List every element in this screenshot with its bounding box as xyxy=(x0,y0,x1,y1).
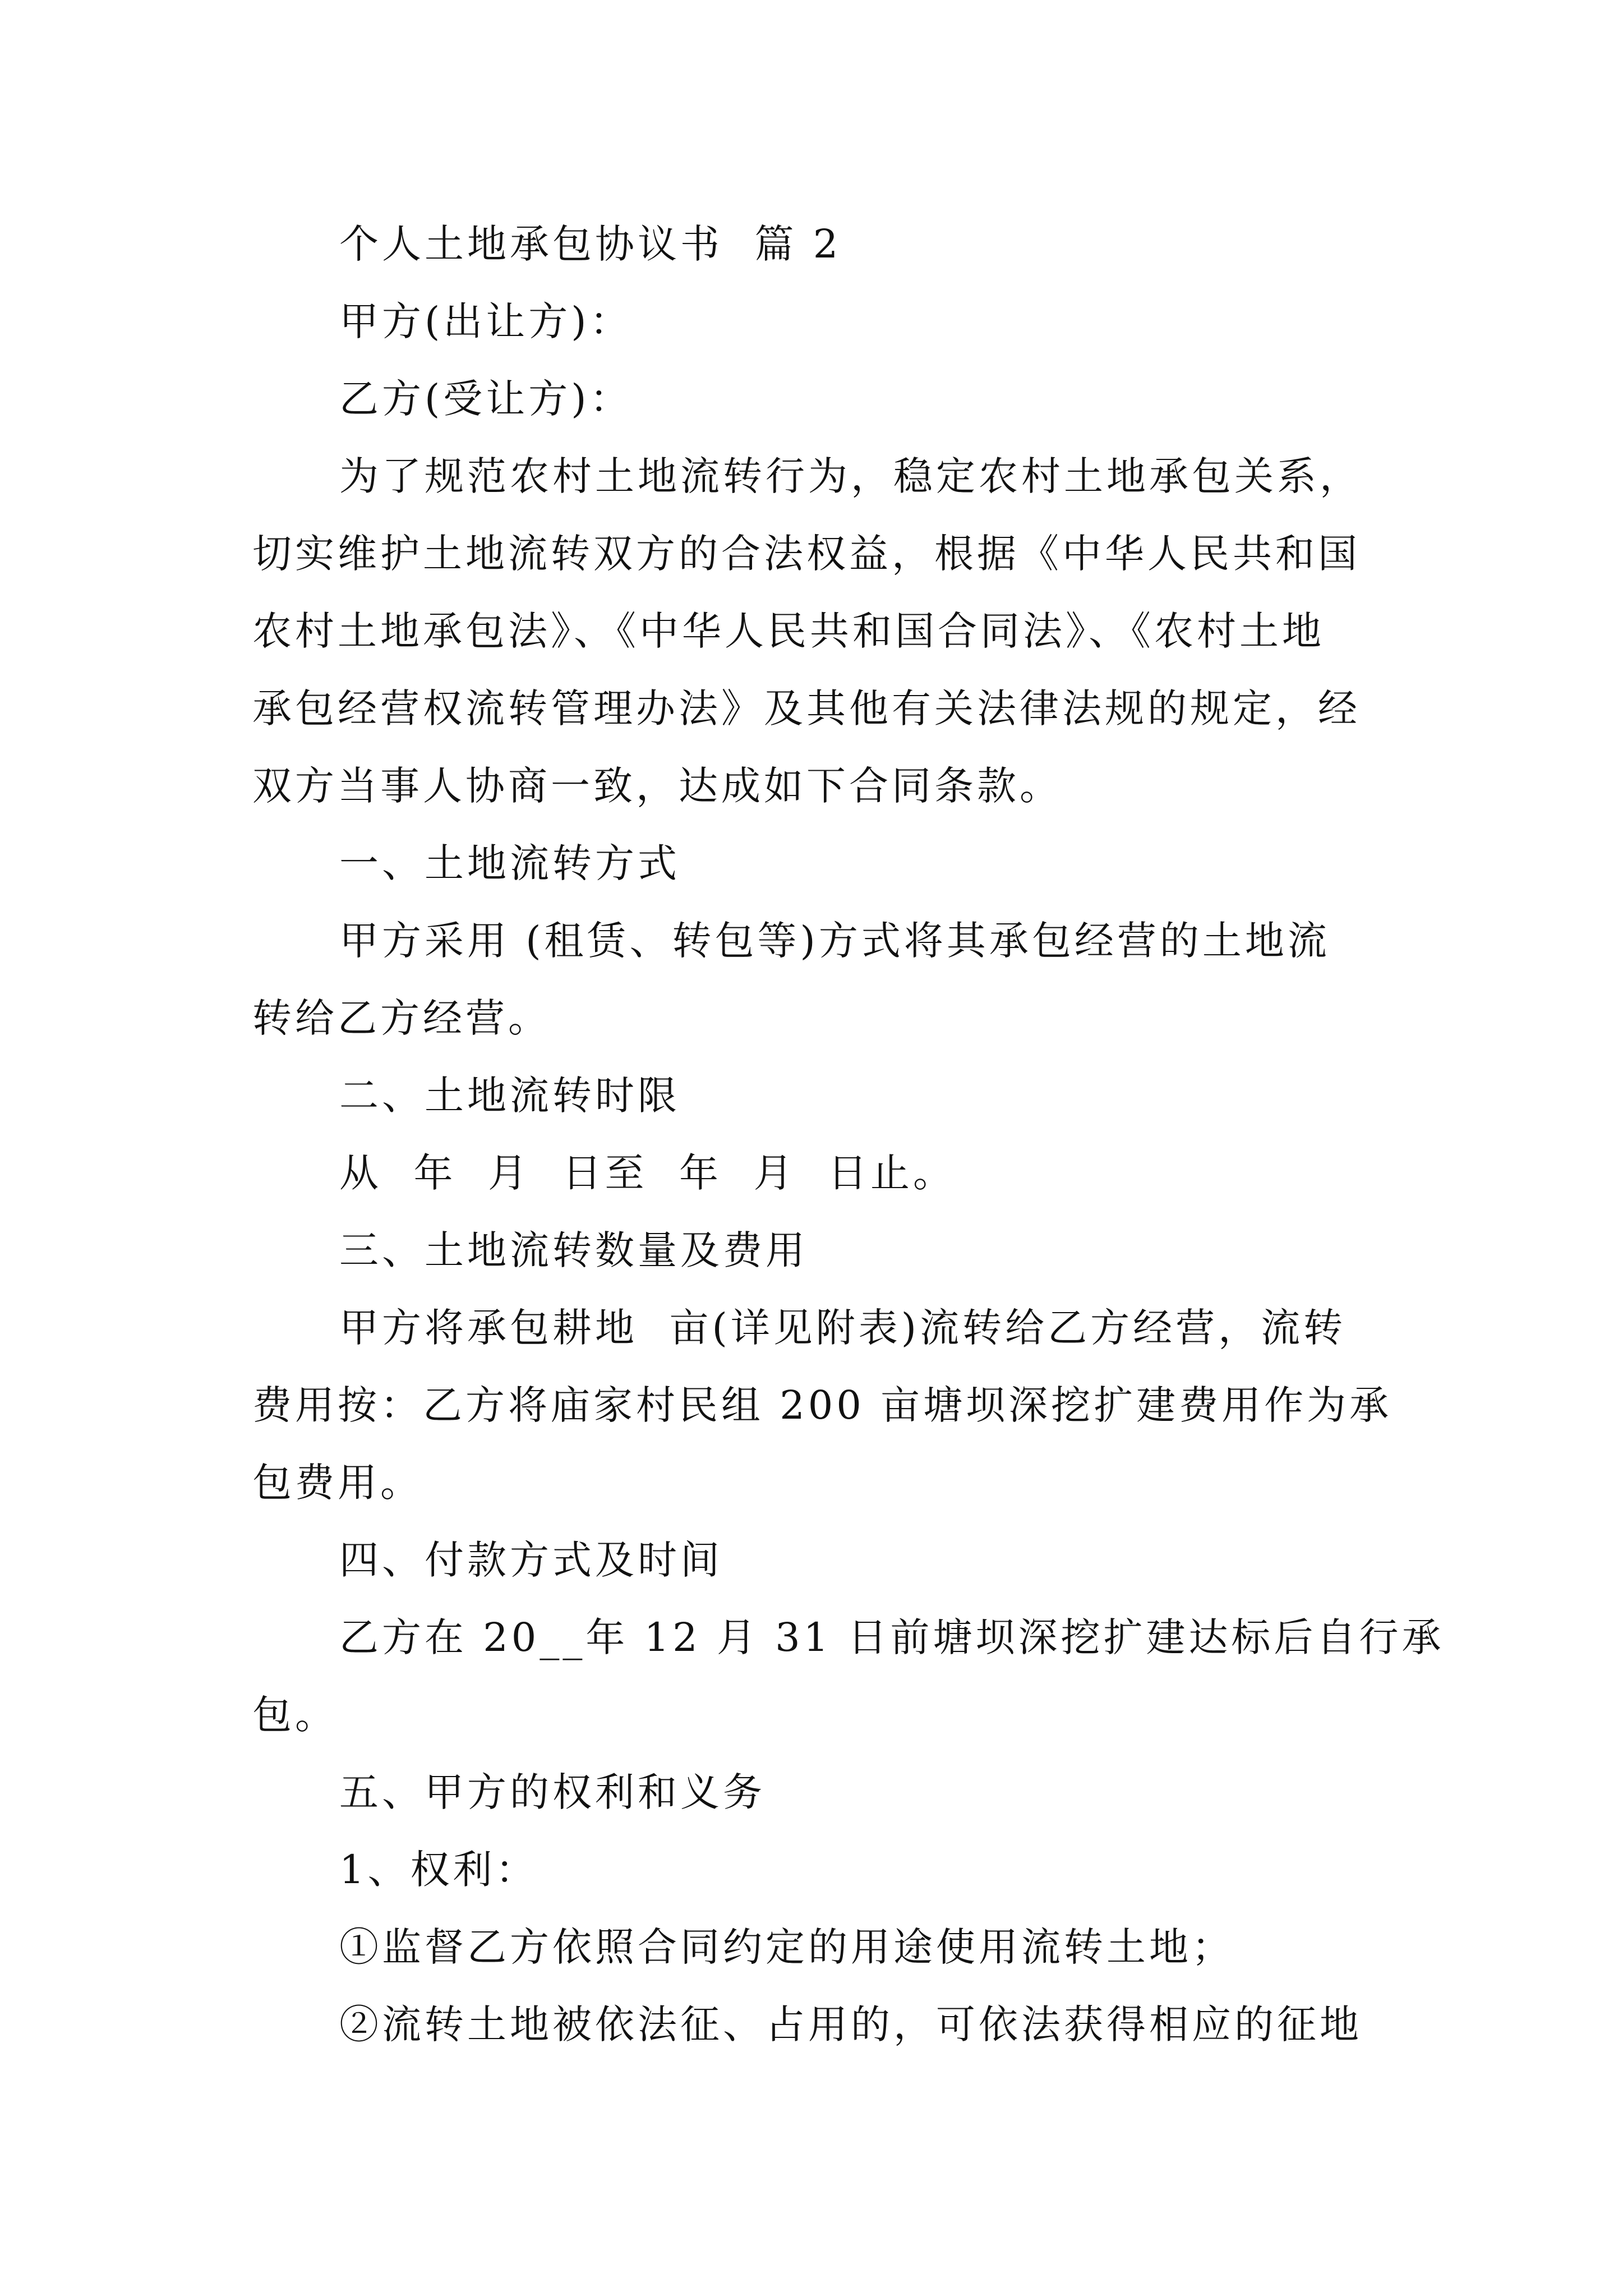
section-2-body: 从 年 月 日至 年 月 日止。 xyxy=(339,1150,956,1196)
section-2-title: 二、土地流转时限 xyxy=(339,1073,680,1119)
section-3-body-line-1: 甲方将承包耕地 亩(详见附表)流转给乙方经营，流转 xyxy=(339,1305,1347,1351)
intro-line-1: 为了规范农村土地流转行为，稳定农村土地承包关系， xyxy=(339,453,1362,499)
section-1-title: 一、土地流转方式 xyxy=(339,840,680,886)
intro-line-3: 农村土地承包法》、《中华人民共和国合同法》、《农村土地 xyxy=(252,608,1325,654)
section-4-body-line-2: 包。 xyxy=(252,1692,338,1738)
section-1-body-line-2: 转给乙方经营。 xyxy=(252,995,551,1041)
section-5-item-2: ②流转土地被依法征、占用的，可依法获得相应的征地 xyxy=(339,2001,1362,2047)
party-a-line: 甲方(出让方)： xyxy=(339,298,633,344)
section-4-title: 四、付款方式及时间 xyxy=(339,1537,723,1583)
intro-line-4: 承包经营权流转管理办法》及其他有关法律法规的规定，经 xyxy=(252,685,1361,731)
section-3-title: 三、土地流转数量及费用 xyxy=(339,1227,808,1273)
party-b-line: 乙方(受让方)： xyxy=(339,376,633,422)
intro-line-2: 切实维护土地流转双方的合法权益，根据《中华人民共和国 xyxy=(252,531,1361,577)
intro-line-5: 双方当事人协商一致，达成如下合同条款。 xyxy=(252,763,1062,809)
section-5-title: 五、甲方的权利和义务 xyxy=(339,1769,766,1815)
section-1-body-line-1: 甲方采用 (租赁、转包等)方式将其承包经营的土地流 xyxy=(339,918,1330,964)
section-4-body-line-1: 乙方在 20__年 12 月 31 日前塘坝深挖扩建达标后自行承 xyxy=(339,1614,1445,1660)
section-5-item-1: ①监督乙方依照合同约定的用途使用流转土地； xyxy=(339,1924,1234,1970)
document-heading: 个人土地承包协议书 篇 2 xyxy=(339,221,842,267)
section-3-body-line-3: 包费用。 xyxy=(252,1460,423,1506)
section-5-rights-heading: 1、权利： xyxy=(339,1847,538,1893)
section-3-body-line-2: 费用按：乙方将庙家村民组 200 亩塘坝深挖扩建费用作为承 xyxy=(252,1382,1393,1428)
